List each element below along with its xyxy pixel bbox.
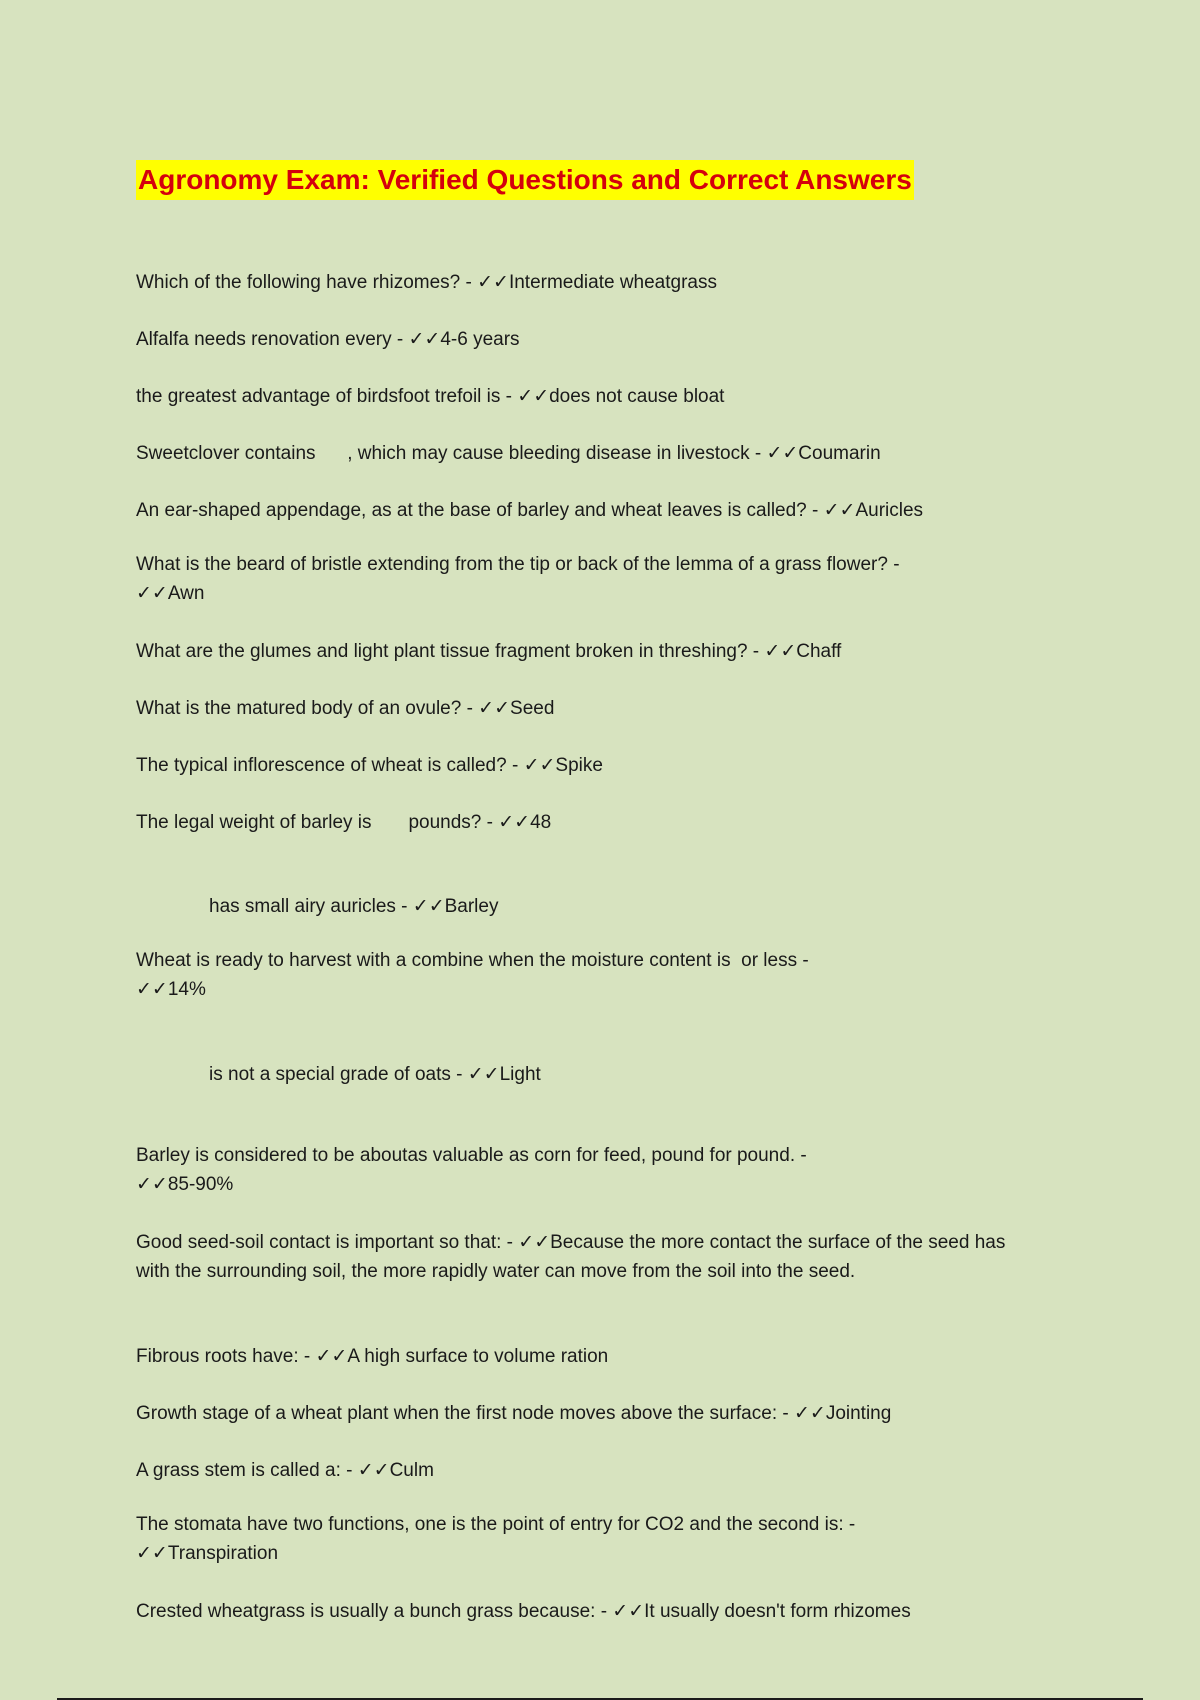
qa-item-8: What is the matured body of an ovule? - ✓✓Seed (136, 698, 555, 719)
qa-item-2: Alfalfa needs renovation every - ✓✓4-6 years (136, 329, 520, 350)
qa-item-17: Growth stage of a wheat plant when the first node moves above the surface: - ✓✓Jointing (136, 1403, 892, 1424)
qa-item-7: What are the glumes and light plant tissue fragment broken in threshing? - ✓✓Chaff (136, 641, 842, 662)
qa-item-13: is not a special grade of oats - ✓✓Light (209, 1064, 541, 1085)
qa-item-12: Wheat is ready to harvest with a combine when the moisture content is or less - ✓✓14% (136, 950, 809, 1000)
qa-item-14: Barley is considered to be aboutas valuable as corn for feed, pound for pound. - ✓✓85-90% (136, 1145, 807, 1195)
qa-item-16: Fibrous roots have: - ✓✓A high surface to volume ration (136, 1346, 609, 1367)
qa-item-5: An ear-shaped appendage, as at the base of barley and wheat leaves is called? - ✓✓Auricles (136, 500, 924, 521)
document-title: Agronomy Exam: Verified Questions and Correct Answers (136, 160, 914, 200)
qa-item-9: The typical inflorescence of wheat is called? - ✓✓Spike (136, 755, 603, 776)
qa-item-18: A grass stem is called a: - ✓✓Culm (136, 1460, 434, 1481)
qa-item-19: The stomata have two functions, one is the point of entry for CO2 and the second is: - ✓✓Transpiration (136, 1514, 856, 1564)
qa-item-20: Crested wheatgrass is usually a bunch grass because: - ✓✓It usually doesn't form rhizomes (136, 1601, 911, 1622)
qa-item-15: Good seed-soil contact is important so that: - ✓✓Because the more contact the surface of the seed has with the surrounding soil, the more rapidly water can move from the soil into the seed. (136, 1232, 1006, 1282)
qa-item-6: What is the beard of bristle extending from the tip or back of the lemma of a grass flower? - ✓✓Awn (136, 554, 900, 604)
qa-item-4: Sweetclover contains , which may cause bleeding disease in livestock - ✓✓Coumarin (136, 443, 881, 464)
qa-item-3: the greatest advantage of birdsfoot trefoil is - ✓✓does not cause bloat (136, 386, 725, 407)
qa-item-1: Which of the following have rhizomes? - ✓✓Intermediate wheatgrass (136, 272, 717, 293)
qa-item-10: The legal weight of barley is pounds? - ✓✓48 (136, 812, 552, 833)
qa-item-11: has small airy auricles - ✓✓Barley (209, 896, 499, 917)
